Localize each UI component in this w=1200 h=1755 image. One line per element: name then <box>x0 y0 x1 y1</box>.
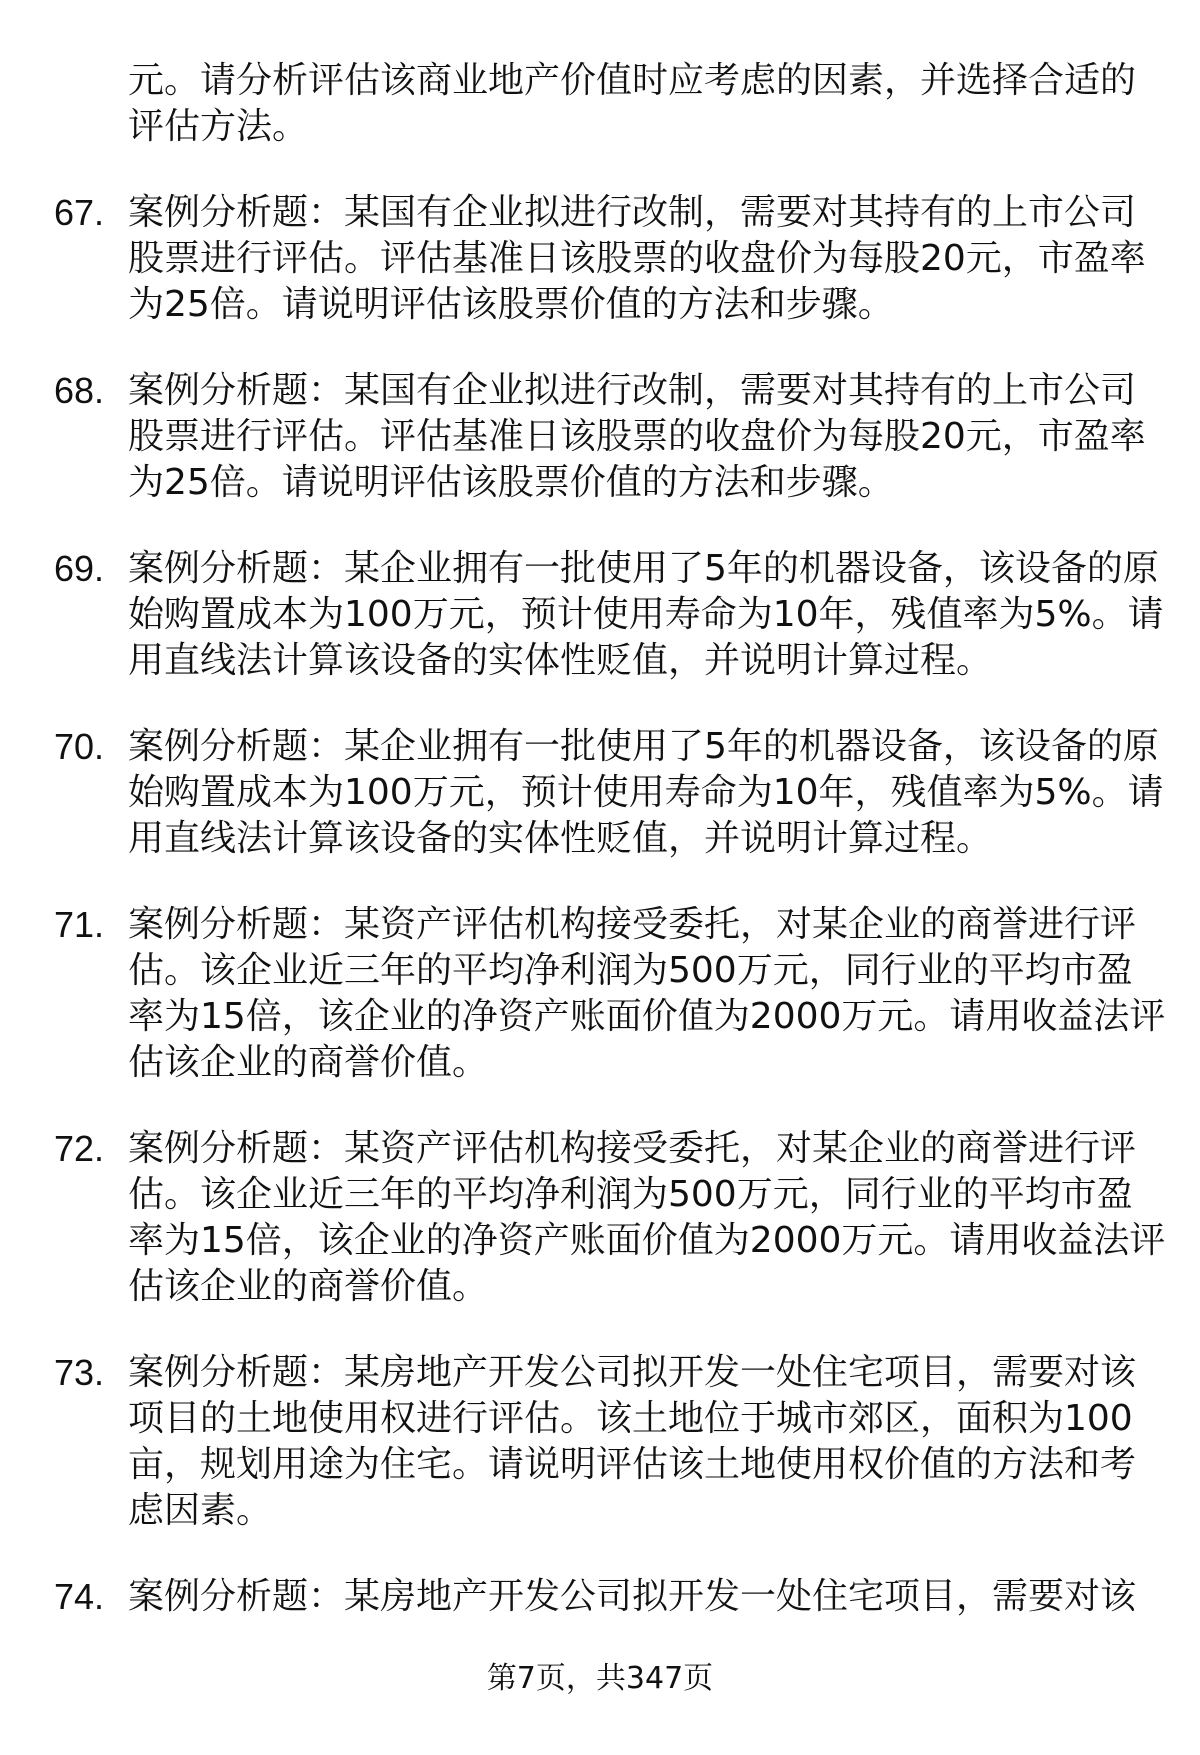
question-number: 67. <box>54 192 105 233</box>
question-item-72 <box>54 1126 1166 1310</box>
question-text: 案例分析题：某企业拥有一批使用了5年的机器设备，该设备的原始购置成本为100万元，预计使用寿命为10年，残值率为5%。请用直线法计算该设备的实体性贬值，并说明计算过程。 <box>128 548 1164 681</box>
question-text: 案例分析题：某资产评估机构接受委托，对某企业的商誉进行评估。该企业近三年的平均净利润为500万元，同行业的平均市盈率为15倍，该企业的净资产账面价值为2000万元。请用收益法评估该企业的商誉价值。 <box>128 1128 1166 1307</box>
page-footer <box>0 1661 1200 1697</box>
question-text: 案例分析题：某国有企业拟进行改制，需要对其持有的上市公司股票进行评估。评估基准日该股票的收盘价为每股20元，市盈率为25倍。请说明评估该股票价值的方法和步骤。 <box>128 370 1146 503</box>
question-text: 案例分析题：某房地产开发公司拟开发一处住宅项目，需要对该项目的土地使用权进行评估。该土地位于城市郊区，面积为100亩，规划用途为住宅。请说明评估该土地使用权价值的方法和考虑因素。 <box>128 1352 1137 1531</box>
question-item-71 <box>54 902 1166 1086</box>
question-item-70 <box>54 724 1166 862</box>
question-text: 案例分析题：某资产评估机构接受委托，对某企业的商誉进行评估。该企业近三年的平均净利润为500万元，同行业的平均市盈率为15倍，该企业的净资产账面价值为2000万元。请用收益法评估该企业的商誉价值。 <box>128 904 1166 1083</box>
question-item-67 <box>54 190 1166 328</box>
question-text: 案例分析题：某企业拥有一批使用了5年的机器设备，该设备的原始购置成本为100万元，预计使用寿命为10年，残值率为5%。请用直线法计算该设备的实体性贬值，并说明计算过程。 <box>128 726 1164 859</box>
question-number: 68. <box>54 370 105 411</box>
question-number: 71. <box>54 904 105 945</box>
question-number: 73. <box>54 1352 105 1393</box>
question-item-74 <box>54 1574 1166 1620</box>
document-body <box>54 58 1166 1660</box>
page-number-label: 第7页，共347页 <box>486 1661 714 1696</box>
question-text: 案例分析题：某国有企业拟进行改制，需要对其持有的上市公司股票进行评估。评估基准日该股票的收盘价为每股20元，市盈率为25倍。请说明评估该股票价值的方法和步骤。 <box>128 192 1146 325</box>
continuation-paragraph <box>54 58 1166 150</box>
question-item-73 <box>54 1350 1166 1534</box>
continuation-text: 元。请分析评估该商业地产价值时应考虑的因素，并选择合适的评估方法。 <box>128 60 1137 147</box>
question-number: 69. <box>54 548 105 589</box>
question-item-68 <box>54 368 1166 506</box>
question-number: 70. <box>54 726 105 767</box>
question-text: 案例分析题：某房地产开发公司拟开发一处住宅项目，需要对该 <box>128 1576 1137 1617</box>
question-item-69 <box>54 546 1166 684</box>
question-number: 74. <box>54 1576 105 1617</box>
question-number: 72. <box>54 1128 105 1169</box>
